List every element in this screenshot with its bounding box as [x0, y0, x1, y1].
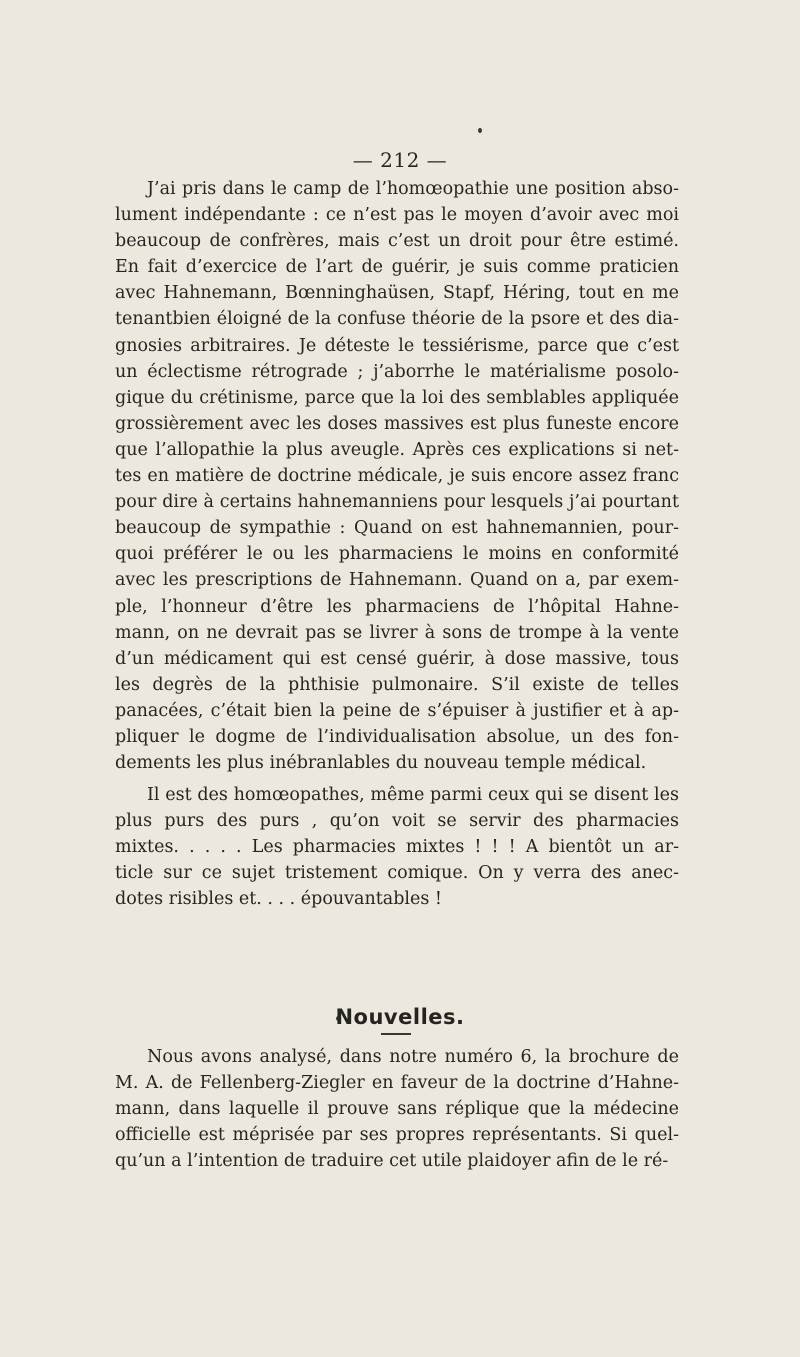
text-line: avec Hahnemann, Bœnninghaüsen, Stapf, Héring, tout en me	[115, 283, 679, 304]
text-line: M. A. de Fellenberg-Ziegler en faveur de la doctrine d’Hahne-	[115, 1073, 679, 1094]
text-line: mixtes. . . . . Les pharmacies mixtes ! ! ! A bientôt un ar-	[115, 837, 679, 858]
text-line: avec les prescriptions de Hahnemann. Quand on a, par exem-	[115, 570, 679, 591]
text-line: lument indépendante : ce n’est pas le moyen d’avoir avec moi	[115, 205, 679, 226]
text-line: les degrès de la phthisie pulmonaire. S’il existe de telles	[115, 674, 679, 695]
paragraph-mixed-pharmacies	[115, 782, 679, 912]
text-line: gique du crétinisme, parce que la loi des semblables appliquée	[115, 387, 679, 408]
paragraph-homeopathy-position	[115, 176, 679, 776]
text-line: mann, on ne devrait pas se livrer à sons de trompe à la vente	[115, 622, 679, 643]
page-number: — 212 —	[352, 148, 448, 172]
text-line: mann, dans laquelle il prouve sans réplique que la médecine	[115, 1099, 679, 1120]
text-line: tes en matière de doctrine médicale, je suis encore assez franc	[115, 466, 679, 487]
ink-speck	[478, 128, 482, 133]
text-line: que l’allopathie la plus aveugle. Après ces explications si net-	[115, 439, 679, 460]
text-line: Il est des homœopathes, même parmi ceux qui se disent les	[147, 785, 679, 805]
text-line: pour dire à certains hahnemanniens pour lesquels j’ai pourtant	[115, 492, 679, 513]
main-text-column	[115, 176, 679, 776]
text-line: En fait d’exercice de l’art de guérir, je suis comme praticien	[115, 257, 679, 278]
text-line: d’un médicament qui est censé guérir, à dose massive, tous	[115, 648, 679, 669]
text-line: plus purs des purs , qu’on voit se servir des pharmacies	[115, 811, 679, 832]
news-text-column	[115, 1044, 679, 1174]
section-heading: Nouvelles.	[335, 1005, 465, 1029]
text-line: qu’un a l’intention de traduire cet utile plaidoyer afin de le ré-	[115, 1151, 669, 1172]
text-line: ticle sur ce sujet tristement comique. On y verra des anec-	[115, 863, 679, 884]
text-line: officielle est méprisée par ses propres représentants. Si quel-	[115, 1125, 679, 1146]
text-line: J’ai pris dans le camp de l’homœopathie une position abso-	[147, 179, 679, 199]
text-line: pliquer le dogme de l’individualisation absolue, un des fon-	[115, 726, 679, 747]
second-text-column	[115, 782, 679, 912]
text-line: beaucoup de sympathie : Quand on est hahnemannien, pour-	[115, 518, 679, 539]
text-line: ple, l’honneur d’être les pharmaciens de l’hôpital Hahne-	[115, 596, 679, 617]
text-line: dotes risibles et. . . . épouvantables !	[115, 889, 442, 910]
text-line: quoi préférer le ou les pharmaciens le moins en conformité	[115, 544, 679, 565]
text-line: grossièrement avec les doses massives est plus funeste encore	[115, 413, 679, 434]
text-line: tenantbien éloigné de la confuse théorie de la psore et des dia-	[115, 309, 679, 330]
text-line: gnosies arbitraires. Je déteste le tessiérisme, parce que c’est	[115, 335, 679, 356]
text-line: Nous avons analysé, dans notre numéro 6, la brochure de	[147, 1047, 679, 1067]
text-line: dements les plus inébranlables du nouveau temple médical.	[115, 753, 647, 774]
text-line: un éclectisme rétrograde ; j’aborrhe le matérialisme posolo-	[115, 361, 679, 382]
heading-rule	[381, 1033, 411, 1035]
text-line: beaucoup de confrères, mais c’est un droit pour être estimé.	[115, 231, 679, 252]
text-line: panacées, c’était bien la peine de s’épuiser à justifier et à ap-	[115, 700, 679, 721]
paragraph-news	[115, 1044, 679, 1174]
